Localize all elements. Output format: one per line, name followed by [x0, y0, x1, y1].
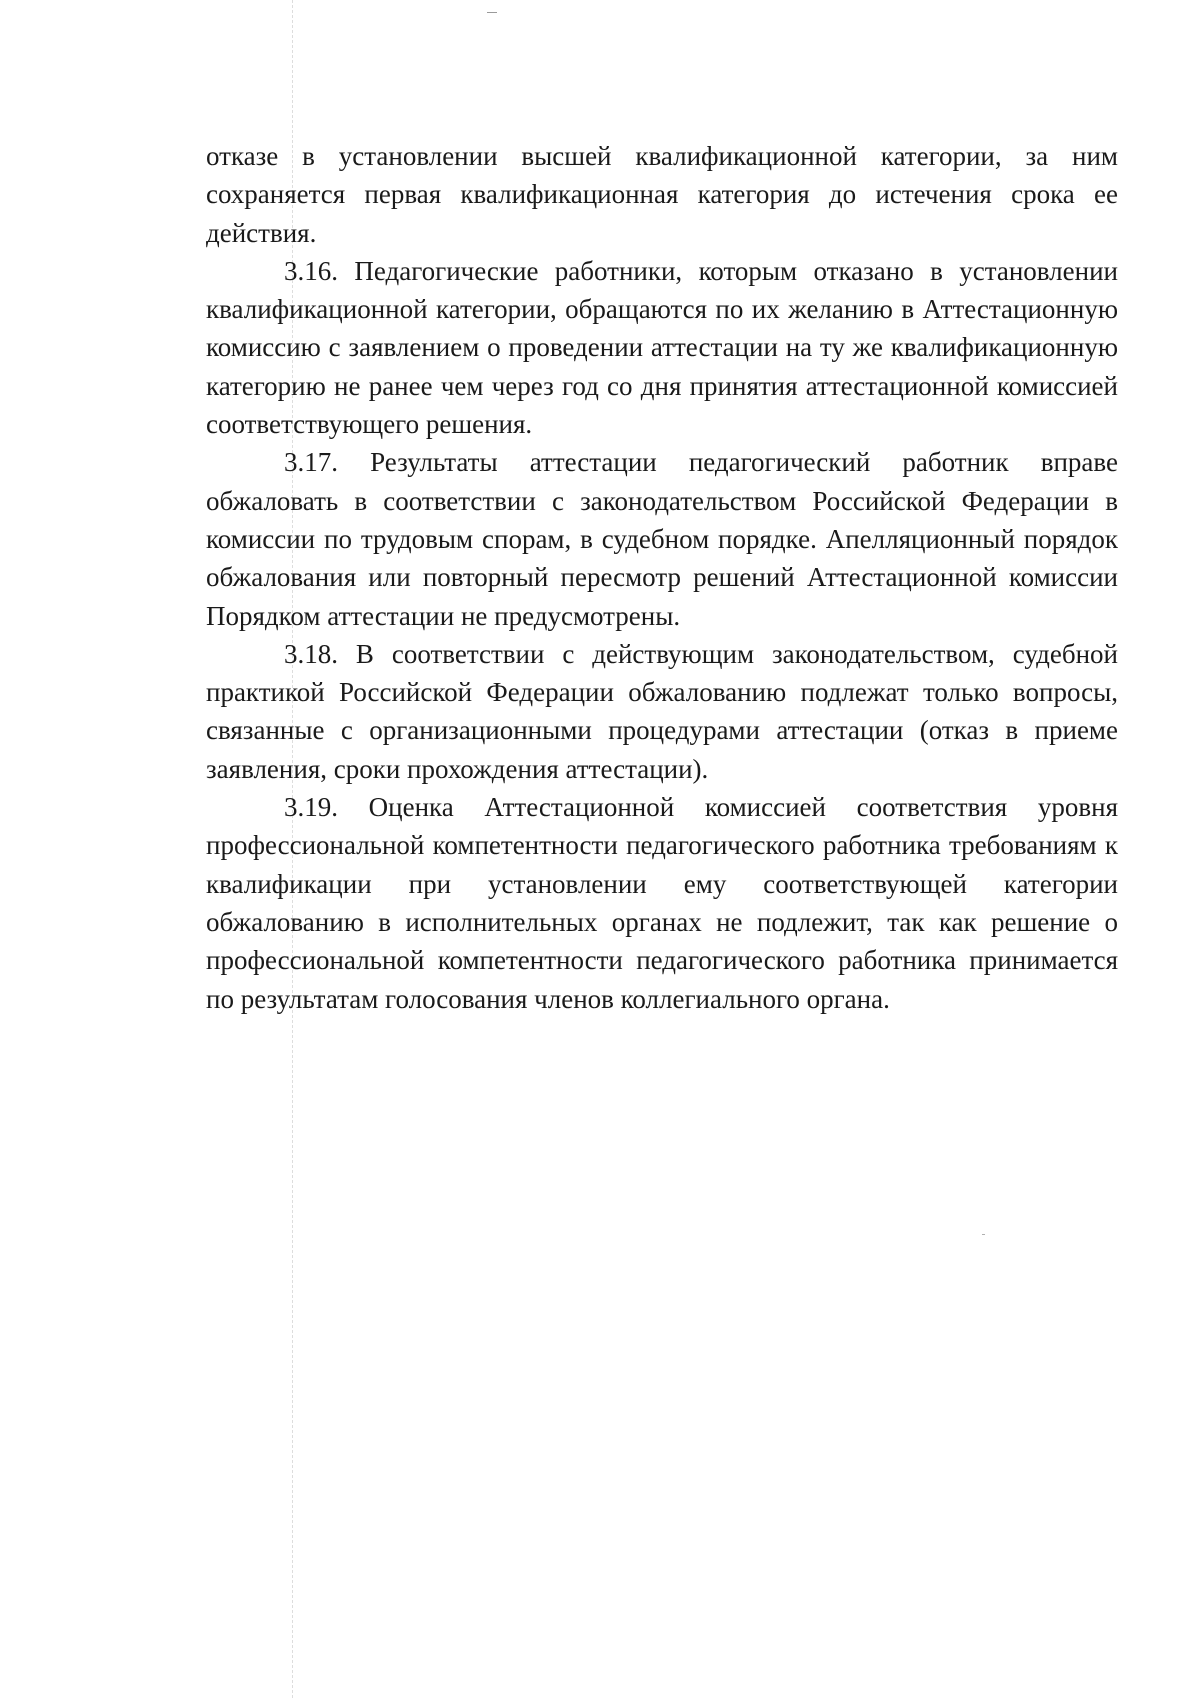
- paragraph-3-19: 3.19. Оценка Аттестационной комиссией соответствия уровня профессиональной компетентности педагогического работника требованиям к квалификации при установлении ему соответствующей категории обжалованию в исполнительных органах не подлежит, так как решение о профессиональной компетентности педагогического работника принимается по результатам голосования членов коллегиального органа.: [206, 792, 1118, 1014]
- document-body: [206, 137, 1118, 1018]
- scan-speck: [982, 1234, 985, 1235]
- scan-mark: [487, 12, 497, 13]
- paragraph-3-16: 3.16. Педагогические работники, которым отказано в установлении квалификационной категории, обращаются по их желанию в Аттестационную комиссию с заявлением о проведении аттестации на ту же квалификационную категорию не ранее чем через год со дня принятия аттестационной комиссией соответствующего решения.: [206, 255, 1118, 440]
- paragraph-3-18: 3.18. В соответствии с действующим законодательством, судебной практикой Российской Федерации обжалованию подлежат только вопросы, связанные с организационными процедурами аттестации (отказ в приеме заявления, сроки прохождения аттестации).: [206, 638, 1118, 784]
- paragraph-continuation: отказе в установлении высшей квалификационной категории, за ним сохраняется первая квалификационная категория до истечения срока ее действия.: [206, 141, 1118, 248]
- paragraph-3-17: 3.17. Результаты аттестации педагогический работник вправе обжаловать в соответствии с законодательством Российской Федерации в комиссии по трудовым спорам, в судебном порядке. Апелляционный порядок обжалования или повторный пересмотр решений Аттестационной комиссии Порядком аттестации не предусмотрены.: [206, 447, 1118, 631]
